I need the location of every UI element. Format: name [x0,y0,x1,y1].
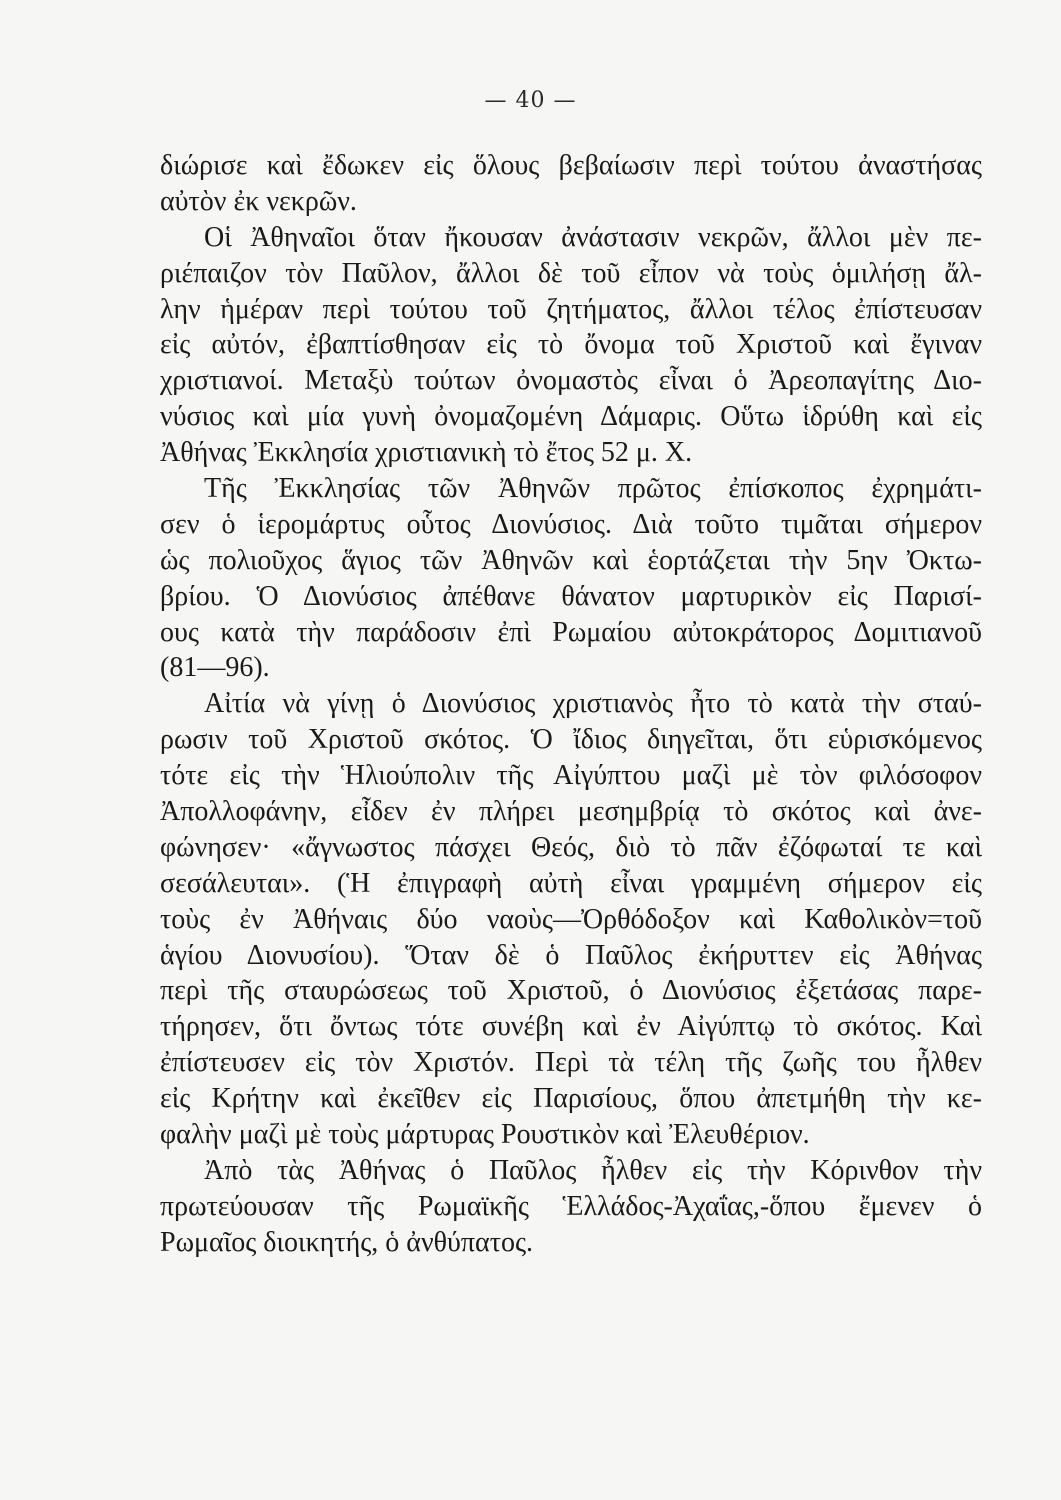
text-line: ρωσιν τοῦ Χριστοῦ σκότος. Ὁ ἴδιος διηγεῖται, ὅτι εὑρισκόμενος [160,724,982,756]
text-line: τότε εἰς τὴν Ἡλιούπολιν τῆς Αἰγύπτου μαζὶ μὲ τὸν φιλόσοφον [160,760,982,792]
text-line: εἰς Κρήτην καὶ ἐκεῖθεν εἰς Παρισίους, ὅπου ἀπετμήθη τὴν κε- [160,1083,982,1115]
text-line: τήρησεν, ὅτι ὄντως τότε συνέβη καὶ ἐν Αἰγύπτῳ τὸ σκότος. Καὶ [160,1011,982,1043]
text-line: Ἀπολλοφάνην, εἶδεν ἐν πλήρει μεσημβρίᾳ τὸ σκότος καὶ ἀνε- [160,796,982,828]
text-line: φώνησεν· «ἄγνωστος πάσχει Θεός, διὸ τὸ πᾶν ἐζόφωταί τε καὶ [160,831,982,863]
text-line: λην ἡμέραν περὶ τούτου τοῦ ζητήματος, ἄλλοι τέλος ἐπίστευσαν [160,293,982,325]
text-line: Ρωμαῖος διοικητής, ὁ ἀνθύπατος. [160,1226,534,1258]
text-line: Αἰτία νὰ γίνῃ ὁ Διονύσιος χριστιανὸς ἦτο τὸ κατὰ τὴν σταύ- [204,688,982,720]
text-line: σεσάλευται». (Ἡ ἐπιγραφὴ αὐτὴ εἶναι γραμμένη σήμερον εἰς [160,867,982,899]
text-line: Οἱ Ἀθηναῖοι ὅταν ἤκουσαν ἀνάστασιν νεκρῶν, ἄλλοι μὲν πε- [204,221,982,253]
text-line: Ἀπὸ τὰς Ἀθήνας ὁ Παῦλος ἦλθεν εἰς τὴν Κόρινθον τὴν [204,1154,982,1186]
text-line: διώρισε καὶ ἔδωκεν εἰς ὅλους βεβαίωσιν περὶ τούτου ἀναστήσας [160,150,982,181]
text-line: Τῆς Ἐκκλησίας τῶν Ἀθηνῶν πρῶτος ἐπίσκοπος ἐχρημάτι- [204,473,982,505]
text-line: αὐτὸν ἐκ νεκρῶν. [160,185,357,217]
text-line: εἰς αὐτόν, ἐβαπτίσθησαν εἰς τὸ ὄνομα τοῦ Χριστοῦ καὶ ἔγιναν [160,329,982,361]
text-line: Ἀθήνας Ἐκκλησία χριστιανικὴ τὸ ἔτος 52 μ. Χ. [160,437,693,469]
text-line: ἐπίστευσεν εἰς τὸν Χριστόν. Περὶ τὰ τέλη τῆς ζωῆς του ἦλθεν [160,1047,982,1079]
text-line: ὡς πολιοῦχος ἅγιος τῶν Ἀθηνῶν καὶ ἑορτάζεται τὴν 5ην Ὀκτω- [160,544,982,576]
text-line: ριέπαιζον τὸν Παῦλον, ἄλλοι δὲ τοῦ εἶπον νὰ τοὺς ὁμιλήσῃ ἄλ- [160,257,982,289]
text-line: χριστιανοί. Μεταξὺ τούτων ὀνομαστὸς εἶναι ὁ Ἀρεοπαγίτης Διο- [160,365,982,397]
page-number: — 40 — [484,88,577,113]
text-line: ἁγίου Διονυσίου). Ὅταν δὲ ὁ Παῦλος ἐκήρυττεν εἰς Ἀθήνας [160,939,982,971]
text-line: πρωτεύουσαν τῆς Ρωμαϊκῆς Ἑλλάδος-Ἀχαΐας,-ὅπου ἔμενεν ὁ [160,1190,982,1222]
text-line: περὶ τῆς σταυρώσεως τοῦ Χριστοῦ, ὁ Διονύσιος ἐξετάσας παρε- [160,975,982,1007]
text-line: νύσιος καὶ μία γυνὴ ὀνομαζομένη Δάμαρις. Οὕτω ἱδρύθη καὶ εἰς [160,401,982,433]
body-text [160,148,982,1261]
text-line: ους κατὰ τὴν παράδοσιν ἐπὶ Ρωμαίου αὐτοκράτορος Δομιτιανοῦ [160,616,982,648]
text-line: τοὺς ἐν Ἀθήναις δύο ναοὺς—Ὀρθόδοξον καὶ Καθολικὸν=τοῦ [160,903,982,935]
text-line: σεν ὁ ἱερομάρτυς οὗτος Διονύσιος. Διὰ τοῦτο τιμᾶται σήμερον [160,508,982,540]
text-line: (81—96). [160,652,270,684]
text-line: φαλὴν μαζὶ μὲ τοὺς μάρτυρας Ρουστικὸν καὶ Ἐλευθέριον. [160,1119,810,1151]
text-line: βρίου. Ὁ Διονύσιος ἀπέθανε θάνατον μαρτυρικὸν εἰς Παρισί- [160,580,982,612]
